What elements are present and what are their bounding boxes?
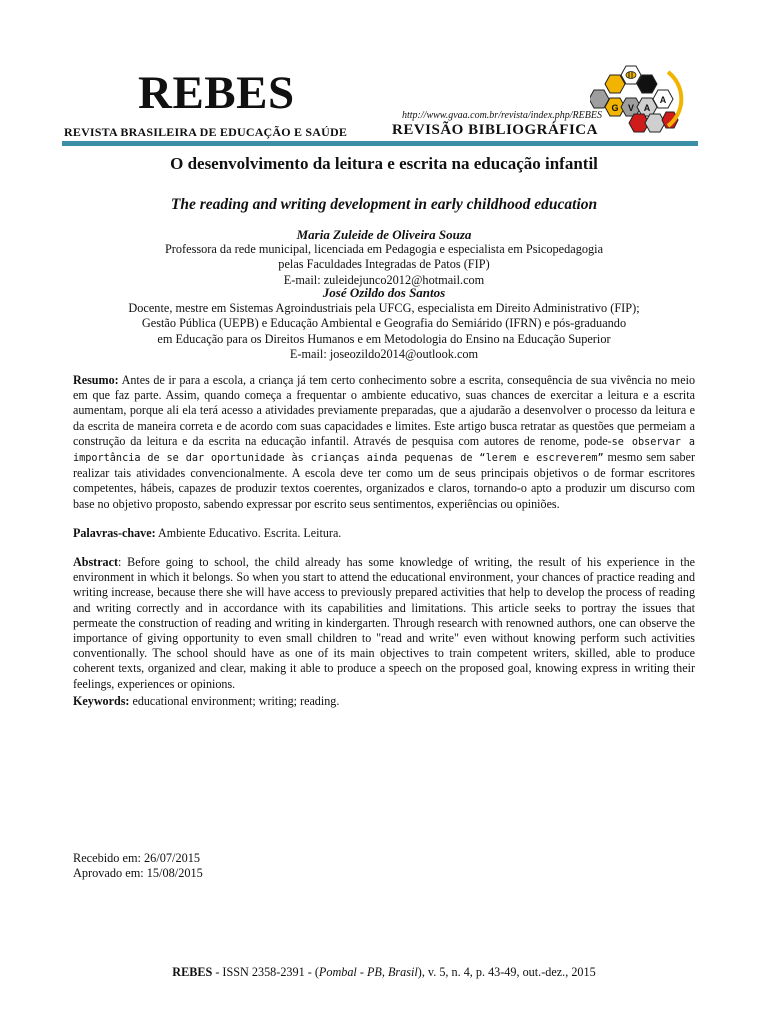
svg-text:A: A xyxy=(659,95,667,105)
received-date: Recebido em: 26/07/2015 xyxy=(73,851,201,865)
palavras-chave-label: Palavras-chave: xyxy=(73,526,156,540)
gvaa-logo-icon xyxy=(590,62,686,138)
abstract-label: Abstract xyxy=(73,555,119,569)
resumo-text-a: Antes de ir para a escola, a criança já tem certo conhecimento sobre a escrita, consequência de sua vivência no meio em que faz parte. Assim, quando começa a frequentar o ambiente educativo, suas chances de exercitar a leitura e a escrita aumentam, porque ali ela terá acesso a atividades previamente preparadas, que a ajudarão a desenvolver o processo da leitura e da escrita de maneira correta e de acordo com suas capacidades e limites. Este artigo busca retratar as questões que permeiam a construção da leitura e da escrita na educação infantil. Através de pesquisa com autores de renome, pode- xyxy=(73,373,695,448)
journal-url[interactable]: http://www.gvaa.com.br/revista/index.php/REBES xyxy=(402,110,602,121)
keywords-text: educational environment; writing; reading. xyxy=(129,694,340,708)
palavras-chave-paragraph xyxy=(73,526,695,541)
resumo-paragraph xyxy=(73,373,695,512)
abstract-text: : Before going to school, the child already has some knowledge of writing, the result of his experience in the environment in which it belongs. So when you start to attend the educational environment, your chances of practice reading and writing increase, because there she will have access to previously prepared activities that help to develop the process of reading and writing correctly and in accordance with its capabilities and limitations. This article seeks to portray the issues that permeate the construction of reading and writing in kindergarten. Through research with renowned authors, one can observe the importance of giving opportunity to even small children to "read and write" even without knowing perform such activities conventionally. The school should have as one of its main objectives to train competent writers, skilled, able to produce coherent texts, organized and clear, making it able to produce a speech on the proposed goal, knowing express in writing their feelings, experiences or opinions. xyxy=(73,555,695,691)
resumo-text-mono: se observar a importância de se dar oportunidade às crianças ainda pequenas de “lerem e escreverem” xyxy=(73,436,696,465)
page-footer xyxy=(0,965,768,980)
author-email[interactable]: E-mail: joseozildo2014@outlook.com xyxy=(289,346,479,361)
header-rule xyxy=(62,141,698,146)
article-title-pt: O desenvolvimento da leitura e escrita na educação infantil xyxy=(170,154,598,173)
journal-title: REBES xyxy=(138,67,295,119)
dates-block xyxy=(73,851,203,881)
approved-date: Aprovado em: 15/08/2015 xyxy=(73,866,203,880)
author-name-2: José Ozildo dos Santos xyxy=(322,285,446,300)
footer-place: Pombal - PB, Brasil xyxy=(318,965,418,979)
affiliation-line: Professora da rede municipal, licenciada em Pedagogia e especialista em Psicopedagogia xyxy=(164,242,604,256)
affiliation-line: pelas Faculdades Integradas de Patos (FIP) xyxy=(278,257,490,272)
svg-text:G: G xyxy=(611,103,619,113)
footer-rest: ), v. 5, n. 4, p. 43-49, out.-dez., 2015 xyxy=(417,965,596,979)
resumo-label: Resumo: xyxy=(73,373,119,387)
footer-issn: - ISSN 2358-2391 - ( xyxy=(212,965,319,979)
affiliation-line: Docente, mestre em Sistemas Agroindustriais pela UFCG, especialista em Direito Administrativo (FIP); xyxy=(128,301,640,315)
article-title-en: The reading and writing development in early childhood education xyxy=(170,196,598,213)
resumo-text-b: mesmo sem saber realizar tais atividades convencionalmente. A escola deve ter como um de seus principais objetivos o de formar escritores competentes, hábeis, capazes de produzir textos coerentes, organizados e claros, tornando-o apto a produzir um discurso com base no objetivo proposto, sabendo expressar por escrito seus sentimentos, experiências ou opiniões. xyxy=(73,450,695,511)
palavras-chave-text: Ambiente Educativo. Escrita. Leitura. xyxy=(155,526,342,540)
abstract-paragraph xyxy=(73,555,695,692)
author-affiliation-1 xyxy=(0,242,768,288)
author-affiliation-2 xyxy=(0,301,768,362)
section-label: REVISÃO BIBLIOGRÁFICA xyxy=(392,122,598,138)
affiliation-line: em Educação para os Direitos Humanos e em Metodologia do Ensino na Educação Superior xyxy=(157,331,611,346)
author-name-1: Maria Zuleide de Oliveira Souza xyxy=(296,227,472,242)
author-email[interactable]: E-mail: zuleidejunco2012@hotmail.com xyxy=(283,272,485,287)
keywords-label: Keywords: xyxy=(73,694,130,708)
affiliation-line: Gestão Pública (UEPB) e Educação Ambiental e Geografia do Semiárido (IFRN) e pós-graduando xyxy=(141,316,627,331)
footer-journal: REBES xyxy=(172,965,213,979)
journal-subtitle: REVISTA BRASILEIRA DE EDUCAÇÃO E SAÚDE xyxy=(64,125,348,139)
keywords-paragraph xyxy=(73,694,695,709)
svg-text:V: V xyxy=(627,103,635,113)
svg-text:A: A xyxy=(643,103,651,113)
